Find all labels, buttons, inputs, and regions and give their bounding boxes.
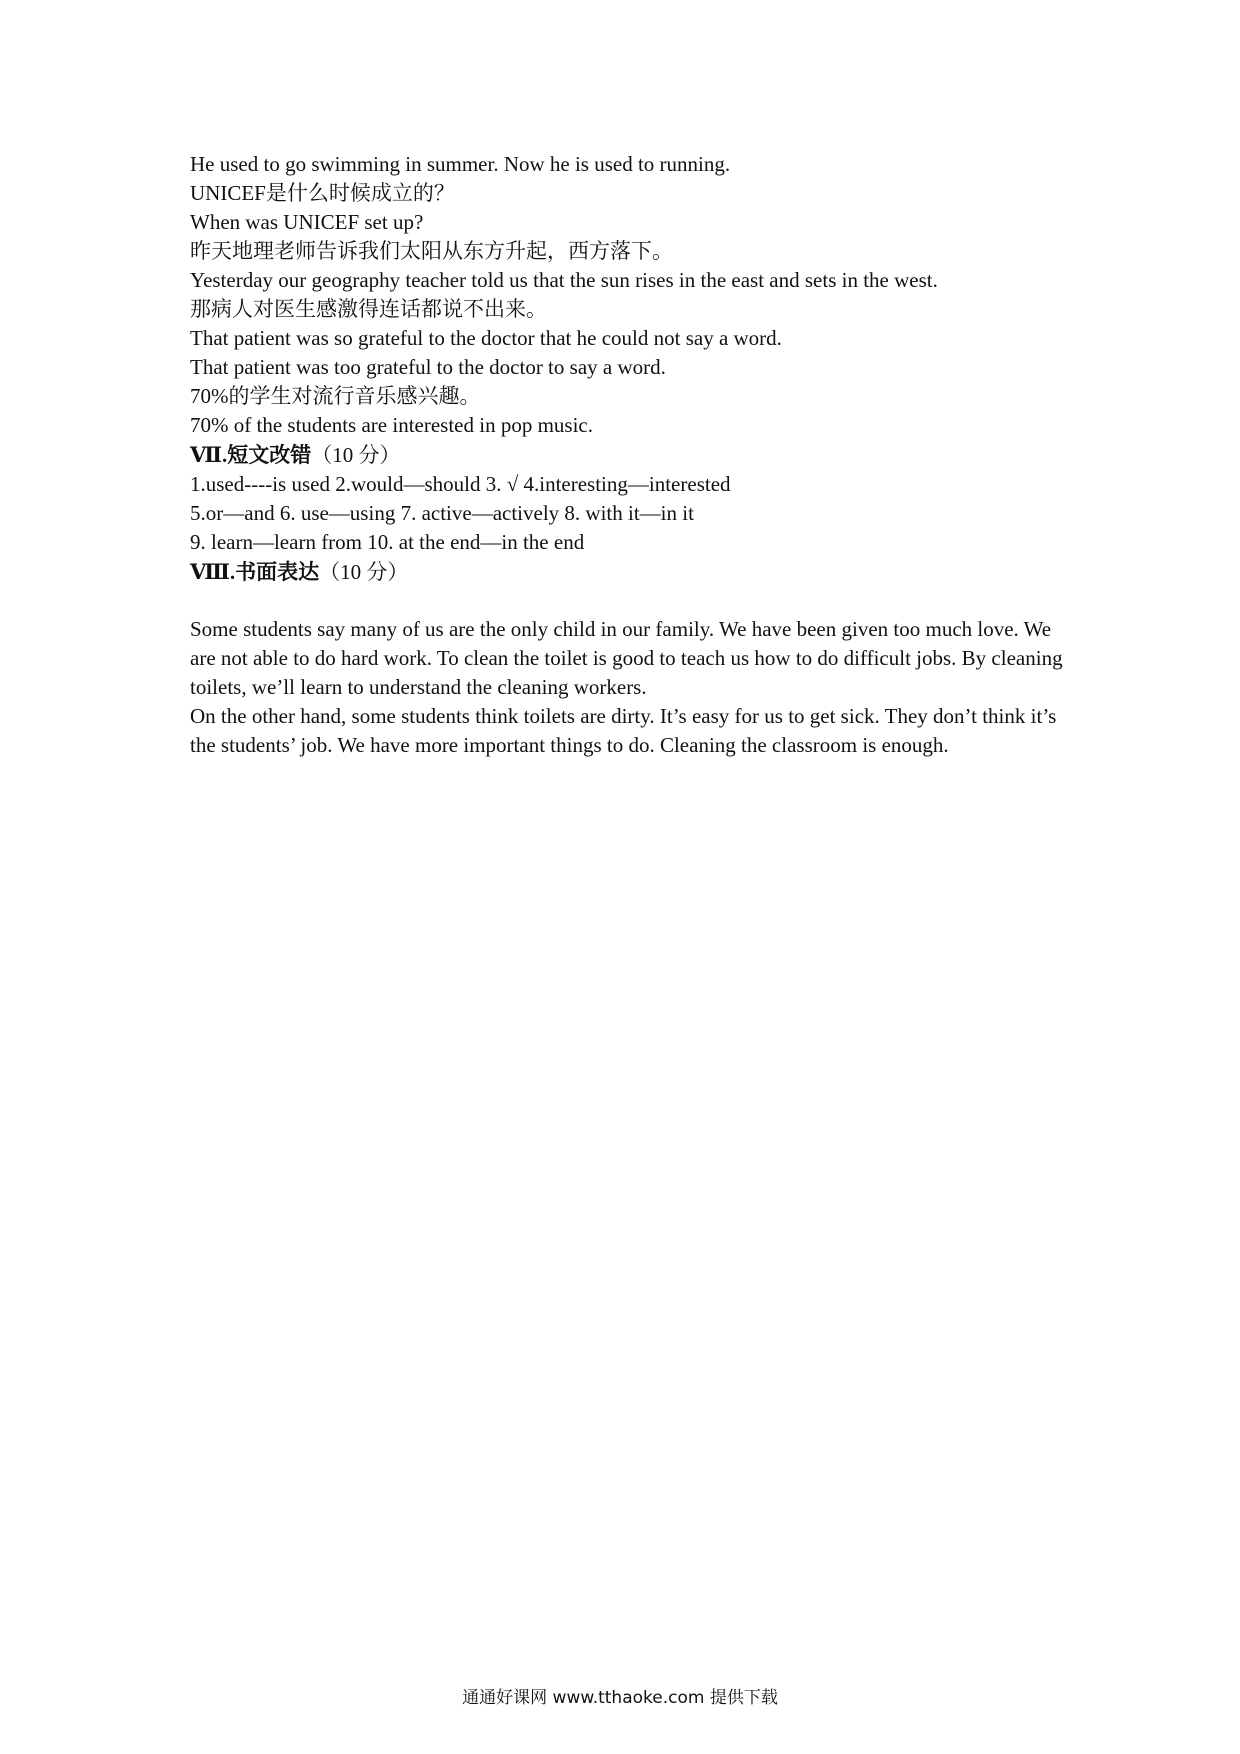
document-body — [190, 150, 1070, 760]
correction-answers-line: 5.or—and 6. use—using 7. active—actively 8. with it—in it — [190, 501, 694, 525]
spacer — [190, 587, 1070, 615]
translation-line: 那病人对医生感激得连话都说不出来。 — [190, 297, 547, 321]
section-8-score: （10 分） — [319, 560, 409, 584]
essay-paragraph: Some students say many of us are the only child in our family. We have been given too much love. We are not able to do hard work. To clean the toilet is good to teach us how to do difficult jobs. By cleaning toilets, we’ll learn to understand the cleaning workers. — [190, 617, 1063, 699]
essay-paragraph: On the other hand, some students think toilets are dirty. It’s easy for us to get sick. They don’t think it’s the students’ job. We have more important things to do. Cleaning the classroom is enough. — [190, 704, 1057, 757]
translation-line: That patient was too grateful to the doctor to say a word. — [190, 355, 666, 379]
translation-line: He used to go swimming in summer. Now he is used to running. — [190, 152, 731, 176]
correction-answers-line: 9. learn—learn from 10. at the end—in the end — [190, 530, 585, 554]
section-7-heading — [190, 440, 1070, 470]
translation-line: UNICEF是什么时候成立的？ — [190, 181, 455, 205]
translation-line: That patient was so grateful to the doctor that he could not say a word. — [190, 326, 782, 350]
translation-line: 70% of the students are interested in pop music. — [190, 413, 593, 437]
section-7-title: Ⅶ.短文改错 — [190, 443, 312, 467]
section-7-score: （10 分） — [311, 443, 401, 467]
section-8-title: Ⅷ.书面表达 — [190, 560, 320, 584]
translation-line: 70%的学生对流行音乐感兴趣。 — [190, 384, 481, 408]
download-footer: 通通好课网 www.tthaoke.com 提供下载 — [462, 1688, 778, 1708]
translation-line: When was UNICEF set up? — [190, 210, 424, 234]
translation-line: 昨天地理老师告诉我们太阳从东方升起，西方落下。 — [190, 239, 673, 263]
correction-answers-line: 1.used----is used 2.would—should 3. √ 4.interesting—interested — [190, 472, 731, 496]
section-8-heading — [190, 557, 1070, 587]
translation-line: Yesterday our geography teacher told us that the sun rises in the east and sets in the west. — [190, 268, 938, 292]
